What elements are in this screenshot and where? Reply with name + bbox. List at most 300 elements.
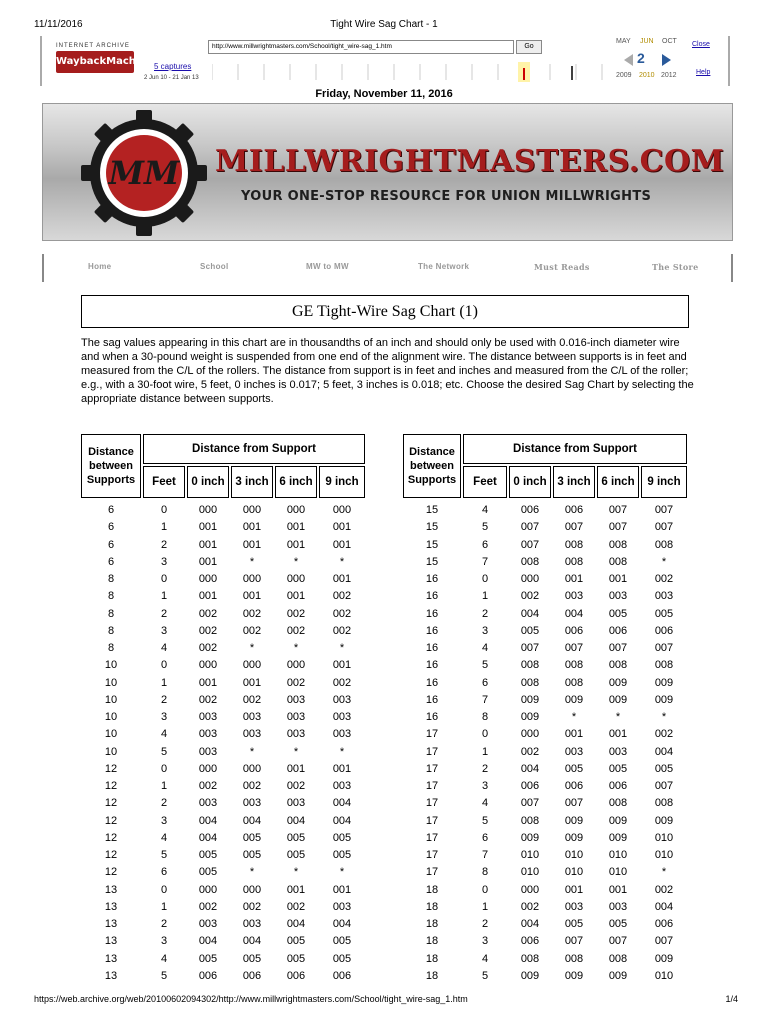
table-cell: 2 (481, 607, 489, 620)
table-cell: 007 (520, 642, 540, 654)
table-cell: 13 (104, 900, 118, 913)
wayback-url-input[interactable]: http://www.millwrightmasters.com/School/tight_wire-sag_1.htm (208, 40, 514, 54)
table-cell: 005 (242, 849, 262, 861)
table-cell: 008 (608, 555, 628, 568)
print-date: 11/11/2016 (34, 19, 83, 30)
table-cell: 000 (242, 883, 262, 896)
table-cell: 8 (107, 607, 115, 620)
table-cell: 001 (332, 538, 352, 551)
table-cell: 005 (286, 831, 306, 844)
table-cell: 009 (564, 831, 584, 844)
table-cell: 007 (608, 504, 628, 516)
svg-text:MM: MM (108, 154, 180, 192)
header-3-inch: 3 inch (231, 466, 273, 498)
table-cell: 008 (564, 538, 584, 551)
table-cell: 17 (425, 728, 439, 741)
table-cell: 1 (160, 676, 168, 689)
year-next[interactable]: 2012 (661, 72, 677, 79)
table-cell: 8 (481, 866, 489, 879)
table-cell: 10 (104, 745, 118, 758)
table-cell: 000 (286, 573, 306, 585)
table-cell: 001 (242, 521, 262, 534)
table-cell: 2 (481, 762, 489, 775)
header-0-inch: 0 inch (187, 466, 229, 498)
captures-link[interactable]: 5 captures (154, 62, 192, 71)
table-cell: 009 (520, 831, 540, 844)
table-cell: 003 (654, 590, 674, 603)
close-link[interactable]: Close (692, 41, 710, 48)
table-cell: 009 (608, 676, 628, 689)
table-cell: 003 (564, 900, 584, 913)
table-cell: 10 (104, 711, 118, 723)
table-cell: 000 (520, 728, 540, 741)
print-title: Tight Wire Sag Chart - 1 (330, 19, 438, 30)
page-date: Friday, November 11, 2016 (315, 88, 453, 100)
table-cell: 8 (107, 573, 115, 585)
table-cell: 5 (481, 659, 489, 672)
table-cell: 009 (654, 952, 674, 965)
table-cell: 3 (160, 711, 168, 723)
table-cell: 7 (481, 555, 489, 568)
table-cell: 17 (425, 866, 439, 879)
table-cell: 002 (286, 676, 306, 689)
table-cell: 1 (481, 590, 489, 603)
table-cell: 5 (481, 521, 489, 534)
month-prev[interactable]: MAY (616, 38, 631, 45)
table-cell: 003 (332, 728, 352, 741)
table-cell: 3 (160, 555, 168, 568)
table-cell: 003 (198, 797, 218, 810)
table-cell: 007 (520, 521, 540, 534)
table-cell: 2 (160, 538, 168, 551)
wayback-toolbar (40, 36, 730, 86)
table-cell: 6 (481, 831, 489, 844)
header-distance-from: Distance from Support (143, 434, 365, 464)
table-cell: 002 (242, 693, 262, 706)
table-cell: 007 (654, 521, 674, 534)
table-cell: 003 (242, 797, 262, 810)
table-cell: 1 (481, 900, 489, 913)
table-cell: * (661, 555, 667, 568)
nav-the-store[interactable]: The Store (652, 262, 699, 272)
table-cell: 006 (564, 624, 584, 637)
table-cell: 10 (104, 659, 118, 672)
table-cell: 13 (104, 952, 118, 965)
capture-timeline[interactable] (212, 60, 612, 82)
month-current: JUN (640, 38, 654, 45)
table-cell: 009 (608, 831, 628, 844)
table-cell: 002 (198, 607, 218, 620)
table-cell: 001 (242, 676, 262, 689)
table-cell: 007 (564, 642, 584, 654)
table-cell: 002 (332, 676, 352, 689)
table-cell: * (339, 866, 345, 879)
table-cell: 3 (160, 624, 168, 637)
header-6-inch: 6 inch (597, 466, 639, 498)
table-cell: * (293, 745, 299, 758)
table-cell: 002 (520, 590, 540, 603)
table-cell: 2 (481, 918, 489, 930)
table-cell: 008 (520, 814, 540, 827)
next-capture-icon[interactable] (662, 54, 671, 66)
table-cell: 001 (332, 659, 352, 672)
table-cell: 13 (104, 969, 118, 982)
table-cell: 3 (481, 780, 489, 792)
table-cell: 002 (332, 624, 352, 637)
captures-range: 2 Jun 10 - 21 Jan 13 (144, 75, 199, 81)
table-cell: 6 (107, 504, 115, 516)
table-cell: 7 (481, 693, 489, 706)
table-cell: * (615, 711, 621, 723)
table-cell: 3 (481, 624, 489, 637)
table-cell: 13 (104, 918, 118, 930)
header-distance-from: Distance from Support (463, 434, 687, 464)
table-cell: * (339, 642, 345, 654)
table-cell: 17 (425, 814, 439, 827)
table-cell: 4 (481, 797, 489, 810)
table-cell: 13 (104, 883, 118, 896)
header-3-inch: 3 inch (553, 466, 595, 498)
table-cell: 004 (654, 745, 674, 758)
table-cell: 002 (242, 780, 262, 792)
table-cell: 1 (160, 780, 168, 792)
header-9-inch: 9 inch (641, 466, 687, 498)
table-cell: 12 (104, 831, 118, 844)
table-cell: 004 (520, 762, 540, 775)
table-cell: 009 (608, 969, 628, 982)
table-cell: 5 (481, 814, 489, 827)
nav-school[interactable]: School (200, 262, 229, 271)
table-cell: 004 (564, 607, 584, 620)
table-cell: 004 (242, 935, 262, 948)
table-cell: 001 (332, 521, 352, 534)
table-cell: 009 (520, 711, 540, 723)
table-cell: 006 (242, 969, 262, 982)
table-cell: 12 (104, 797, 118, 810)
table-cell: 009 (564, 969, 584, 982)
table-cell: 003 (242, 918, 262, 930)
table-cell: 000 (198, 504, 218, 516)
site-banner[interactable] (42, 103, 733, 241)
table-cell: 007 (564, 935, 584, 948)
table-cell: 006 (564, 780, 584, 792)
table-cell: 008 (520, 676, 540, 689)
table-cell: 008 (520, 659, 540, 672)
table-cell: 002 (286, 780, 306, 792)
table-cell: * (249, 642, 255, 654)
table-cell: 005 (198, 952, 218, 965)
table-cell: 003 (332, 711, 352, 723)
table-cell: 002 (654, 883, 674, 896)
table-cell: 003 (608, 900, 628, 913)
table-cell: 009 (520, 969, 540, 982)
table-cell: 003 (242, 711, 262, 723)
table-cell: 2 (160, 797, 168, 810)
table-cell: 001 (564, 728, 584, 741)
table-cell: 001 (608, 573, 628, 585)
table-cell: 3 (160, 814, 168, 827)
table-cell: 005 (198, 849, 218, 861)
table-cell: 18 (425, 918, 439, 930)
table-cell: 003 (564, 745, 584, 758)
table-cell: 16 (425, 624, 439, 637)
table-cell: 4 (160, 728, 168, 741)
table-cell: 002 (198, 780, 218, 792)
table-cell: 006 (654, 624, 674, 637)
header-distance-between: Distance between Supports (81, 434, 141, 498)
go-button[interactable]: Go (516, 40, 542, 54)
table-cell: 12 (104, 762, 118, 775)
year-prev[interactable]: 2009 (616, 72, 632, 79)
table-cell: 005 (332, 831, 352, 844)
main-nav (42, 254, 733, 282)
header-feet: Feet (143, 466, 185, 498)
wayback-logo[interactable]: WaybackMachine (56, 51, 134, 73)
table-cell: * (339, 745, 345, 758)
table-cell: 007 (520, 538, 540, 551)
table-cell: 003 (332, 780, 352, 792)
table-cell: 12 (104, 849, 118, 861)
table-cell: 009 (654, 814, 674, 827)
table-cell: 010 (654, 849, 674, 861)
table-cell: 008 (608, 659, 628, 672)
table-cell: 000 (198, 762, 218, 775)
table-cell: 003 (198, 918, 218, 930)
table-cell: 009 (564, 814, 584, 827)
table-cell: 006 (608, 624, 628, 637)
table-cell: 007 (564, 521, 584, 534)
table-cell: 001 (286, 590, 306, 603)
table-cell: 18 (425, 935, 439, 948)
table-cell: 000 (198, 883, 218, 896)
table-cell: 5 (160, 969, 168, 982)
table-cell: 006 (520, 780, 540, 792)
table-cell: 000 (242, 659, 262, 672)
table-cell: 002 (332, 607, 352, 620)
table-cell: 16 (425, 590, 439, 603)
table-cell: 005 (608, 762, 628, 775)
header-0-inch: 0 inch (509, 466, 551, 498)
table-cell: 007 (654, 780, 674, 792)
table-cell: 006 (520, 504, 540, 516)
table-cell: 5 (481, 969, 489, 982)
table-cell: 17 (425, 797, 439, 810)
table-cell: 003 (608, 745, 628, 758)
table-cell: 1 (481, 745, 489, 758)
table-cell: 003 (198, 745, 218, 758)
table-cell: 001 (286, 883, 306, 896)
table-cell: 002 (198, 900, 218, 913)
table-cell: 4 (481, 504, 489, 516)
table-cell: 5 (160, 745, 168, 758)
internet-archive-label: INTERNET ARCHIVE (56, 43, 130, 49)
year-current: 2010 (639, 72, 655, 79)
table-cell: * (293, 555, 299, 568)
table-cell: 003 (198, 711, 218, 723)
table-cell: 002 (654, 573, 674, 585)
table-cell: 16 (425, 642, 439, 654)
table-cell: 001 (332, 883, 352, 896)
table-cell: 005 (286, 952, 306, 965)
table-cell: 001 (332, 762, 352, 775)
table-cell: 000 (520, 883, 540, 896)
table-cell: 008 (564, 659, 584, 672)
table-cell: 008 (654, 659, 674, 672)
table-cell: 4 (160, 642, 168, 654)
nav-the-network[interactable]: The Network (418, 262, 470, 271)
table-cell: 003 (286, 693, 306, 706)
table-cell: 0 (160, 762, 168, 775)
table-cell: 002 (520, 745, 540, 758)
table-cell: 004 (198, 814, 218, 827)
table-cell: 17 (425, 831, 439, 844)
table-cell: 16 (425, 659, 439, 672)
table-cell: 005 (286, 935, 306, 948)
table-cell: 010 (608, 866, 628, 879)
table-cell: 002 (198, 693, 218, 706)
table-cell: 002 (242, 900, 262, 913)
table-cell: 4 (481, 952, 489, 965)
table-cell: 010 (520, 866, 540, 879)
table-cell: 7 (481, 849, 489, 861)
table-cell: * (249, 555, 255, 568)
nav-mw-to-mw[interactable]: MW to MW (306, 262, 349, 271)
table-cell: 15 (425, 555, 439, 568)
table-cell: 003 (608, 590, 628, 603)
nav-must-reads[interactable]: Must Reads (534, 262, 590, 272)
table-cell: 002 (520, 900, 540, 913)
nav-home[interactable]: Home (88, 262, 112, 271)
table-cell: 16 (425, 607, 439, 620)
table-cell: 0 (160, 573, 168, 585)
table-cell: 007 (654, 935, 674, 948)
table-cell: 010 (520, 849, 540, 861)
table-cell: 6 (107, 521, 115, 534)
table-cell: 005 (520, 624, 540, 637)
table-cell: 010 (608, 849, 628, 861)
table-cell: 002 (198, 624, 218, 637)
table-cell: 12 (104, 814, 118, 827)
table-cell: 15 (425, 538, 439, 551)
table-cell: 007 (520, 797, 540, 810)
table-cell: 008 (564, 952, 584, 965)
table-cell: 003 (198, 728, 218, 741)
table-cell: 001 (564, 573, 584, 585)
table-cell: 13 (104, 935, 118, 948)
table-cell: 1 (160, 590, 168, 603)
table-cell: 008 (564, 555, 584, 568)
header-distance-between: Distance between Supports (403, 434, 461, 498)
table-cell: 001 (198, 676, 218, 689)
table-cell: 6 (107, 555, 115, 568)
chart-title: GE Tight-Wire Sag Chart (1) (81, 295, 689, 328)
table-cell: 8 (481, 711, 489, 723)
table-cell: 006 (198, 969, 218, 982)
table-cell: 005 (242, 952, 262, 965)
table-cell: 3 (160, 935, 168, 948)
table-cell: * (249, 745, 255, 758)
table-cell: 16 (425, 573, 439, 585)
table-cell: 006 (608, 780, 628, 792)
table-cell: 17 (425, 849, 439, 861)
table-cell: 0 (481, 883, 489, 896)
help-link[interactable]: Help (696, 69, 711, 76)
prev-capture-icon[interactable] (624, 54, 633, 66)
table-cell: 005 (564, 918, 584, 930)
table-cell: 10 (104, 676, 118, 689)
table-cell: 001 (332, 573, 352, 585)
intro-paragraph: The sag values appearing in this chart are in thousandths of an inch and should only be used with 0.016-inch diameter wire and when a 30-pound weight is suspended from one end of the alignment wire. The distance between supports is in feet and measured from the C/L of the rollers. The distance from support is in feet and inches and measured from the C/L of the roller; e.g., with a 30-foot wire, 5 feet, 0 inches is 0.017; 5 feet, 3 inches is 0.018; etc. Choose the desired Sag Chart by selecting the appropriate distance between supports. (81, 337, 694, 405)
table-cell: 009 (608, 693, 628, 706)
table-cell: 000 (520, 573, 540, 585)
table-cell: 001 (198, 590, 218, 603)
table-cell: 004 (654, 900, 674, 913)
header-6-inch: 6 inch (275, 466, 317, 498)
gear-logo-icon (81, 110, 207, 236)
table-cell: 1 (160, 521, 168, 534)
table-cell: 1 (160, 900, 168, 913)
header-feet: Feet (463, 466, 507, 498)
table-cell: 006 (332, 969, 352, 982)
table-cell: 000 (198, 573, 218, 585)
table-cell: * (661, 866, 667, 879)
table-cell: 12 (104, 780, 118, 792)
table-cell: 000 (242, 504, 262, 516)
site-name: MILLWRIGHTMASTERS.COM (215, 144, 725, 179)
table-cell: 6 (107, 538, 115, 551)
table-cell: 6 (160, 866, 168, 879)
table-cell: 010 (564, 866, 584, 879)
table-cell: 007 (608, 642, 628, 654)
table-cell: 002 (242, 607, 262, 620)
table-cell: 005 (332, 952, 352, 965)
table-cell: 005 (198, 866, 218, 879)
table-cell: 004 (242, 814, 262, 827)
table-cell: 008 (654, 538, 674, 551)
table-cell: 0 (160, 883, 168, 896)
table-cell: 000 (286, 504, 306, 516)
table-cell: 2 (160, 693, 168, 706)
table-cell: 001 (286, 521, 306, 534)
table-cell: 10 (104, 728, 118, 741)
table-cell: 3 (481, 935, 489, 948)
table-cell: 002 (198, 642, 218, 654)
table-cell: 002 (654, 728, 674, 741)
table-cell: 004 (286, 918, 306, 930)
print-url: https://web.archive.org/web/20100602094302/http://www.millwrightmasters.com/School/tight_wire-sag_1.htm (34, 994, 468, 1004)
table-cell: 000 (242, 762, 262, 775)
table-cell: 002 (286, 900, 306, 913)
table-cell: 17 (425, 745, 439, 758)
table-cell: 8 (107, 624, 115, 637)
table-cell: 18 (425, 952, 439, 965)
table-cell: 0 (481, 573, 489, 585)
table-cell: 000 (332, 504, 352, 516)
table-cell: 003 (332, 900, 352, 913)
month-next[interactable]: OCT (662, 38, 677, 45)
table-cell: 000 (242, 573, 262, 585)
table-cell: 007 (564, 797, 584, 810)
table-cell: 0 (160, 659, 168, 672)
table-cell: 005 (654, 762, 674, 775)
table-cell: 007 (654, 504, 674, 516)
table-cell: 16 (425, 693, 439, 706)
capture-day: 2 (637, 50, 645, 66)
table-cell: 003 (286, 711, 306, 723)
table-cell: 8 (107, 642, 115, 654)
table-cell: 005 (242, 831, 262, 844)
table-cell: 008 (608, 797, 628, 810)
